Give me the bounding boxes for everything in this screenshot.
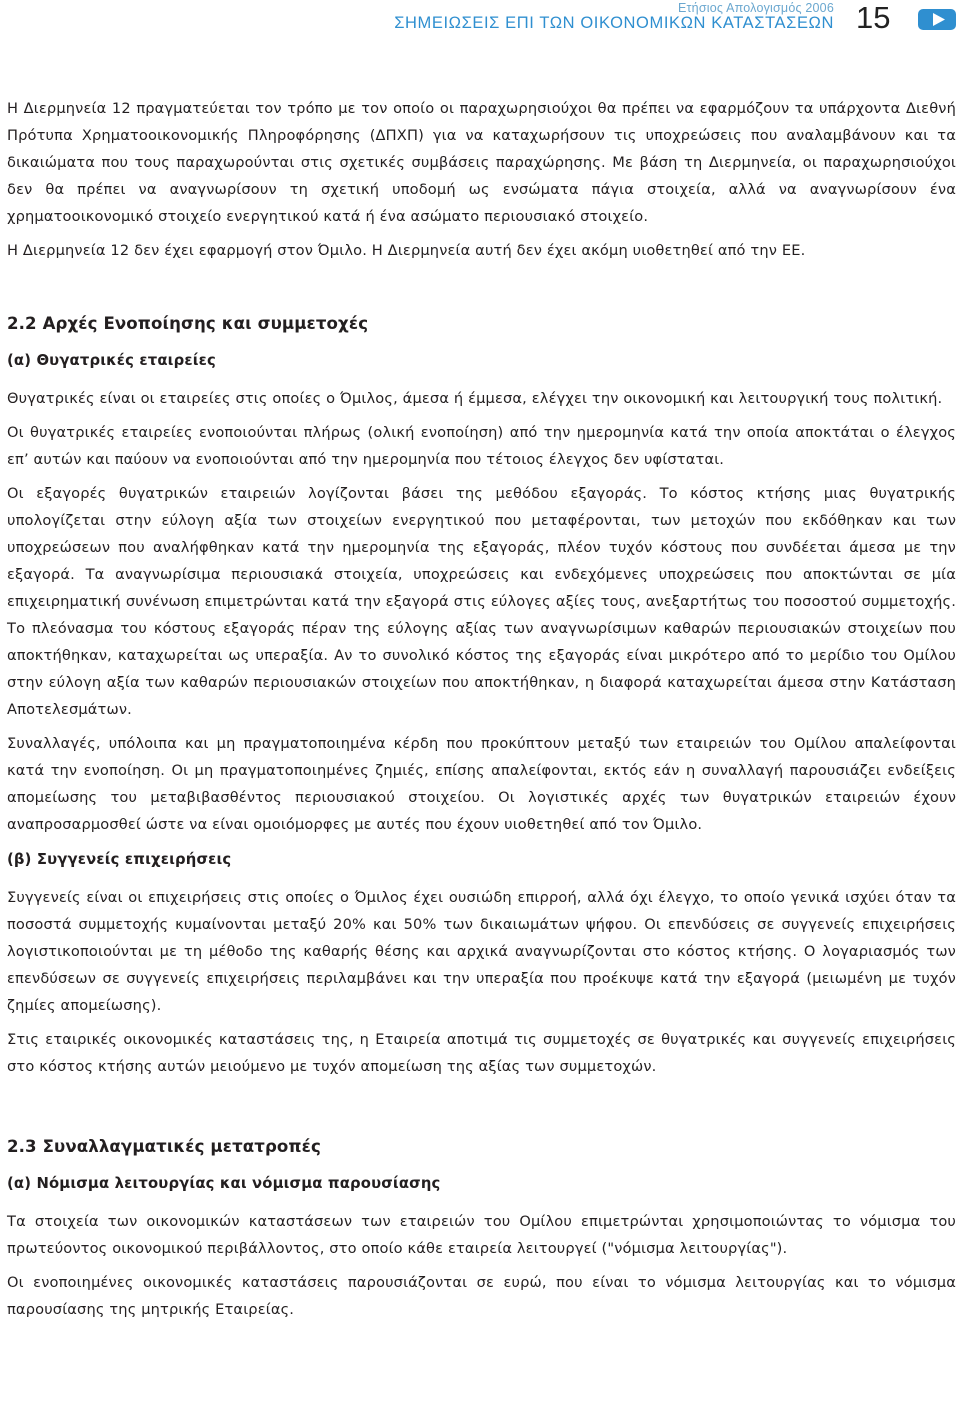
subsection-heading-associates: (β) Συγγενείς επιχειρήσεις [7, 851, 232, 868]
section-heading-2-2: 2.2 Αρχές Ενοποίησης και συμμετοχές [7, 314, 369, 333]
paragraph-functional-currency: Τα στοιχεία των οικονομικών καταστάσεων των εταιρειών του Ομίλου επιμετρώνται χρησιμοποιώντας το νόμισμα του πρωτεύοντος οικονομικού περιβάλλοντος, στο οποίο κάθε εταιρεία λειτουργεί ("νόμισμα λειτουργίας"). [7, 1213, 956, 1257]
paragraph-presentation-currency: Οι ενοποιημένες οικονομικές καταστάσεις παρουσιάζονται σε ευρώ, που είναι το νόμισμα λειτουργίας και το νόμισμα παρουσίασης της μητρικής Εταιρείας. [7, 1274, 956, 1318]
paragraph-subsidiaries-eliminations: Συναλλαγές, υπόλοιπα και μη πραγματοποιημένα κέρδη που προκύπτουν μεταξύ των εταιρειών του Ομίλου απαλείφονται κατά την ενοποίηση. Οι μη πραγματοποιημένες ζημιές, επίσης απαλείφονται, εκτός εάν η συναλλαγή παρουσιάζει ενδείξεις απομείωσης του μεταβιβασθέντος περιουσιακού στοιχείου. Οι λογιστικές αρχές των θυγατρικών εταιρειών έχουν αναπροσαρμοσθεί ώστε να είναι ομοιόμορφες με αυτές που έχουν υιοθετηθεί από τον Όμιλο. [7, 735, 956, 833]
next-page-arrow-icon [918, 9, 956, 30]
paragraph-interpretation-12: Η Διερμηνεία 12 πραγματεύεται τον τρόπο με τον οποίο οι παραχωρησιούχοι θα πρέπει να εφαρμόζουν τα υπάρχοντα Διεθνή Πρότυπα Χρηματοοικονομικής Πληροφόρησης (ΔΠΧΠ) για να καταχωρήσουν τις υποχρεώσεις που αναλαμβάνουν και τα δικαιώματα που τους παραχωρούνται στις σχετικές συμβάσεις παραχώρησης. Με βάση τη Διερμηνεία, οι παραχωρησιούχοι δεν θα πρέπει να αναγνωρίσουν τη σχετική υποδομή ως ενσώματα πάγια στοιχεία, αλλά να αναγνωρίσουν ένα χρηματοοικονομικό στοιχείο ενεργητικού κατά ή ένα ασώματο περιουσιακό στοιχείο. [7, 100, 956, 225]
paragraph-associates-definition: Συγγενείς είναι οι επιχειρήσεις στις οποίες ο Όμιλος έχει ουσιώδη επιρροή, αλλά όχι έλεγχο, το οποίο γενικά ισχύει όταν τα ποσοστά συμμετοχής κυμαίνονται μεταξύ 20% και 50% των δικαιωμάτων ψήφου. Οι επενδύσεις σε συγγενείς επιχειρήσεις λογιστικοποιούνται με τη μέθοδο της καθαρής θέσης και αρχικά αναγνωρίζονται στο κόστος κτήσης. Ο λογαριασμός των επενδύσεων σε συγγενείς επιχειρήσεις περιλαμβάνει και την υπεραξία που προέκυψε κατά την εξαγορά (μειωμένη με τυχόν ζημίες απομείωσης). [7, 889, 956, 1014]
report-label: Ετήσιος Απολογισμός 2006 [678, 1, 834, 15]
paragraph-subsidiaries-acquisitions: Οι εξαγορές θυγατρικών εταιρειών λογίζονται βάσει της μεθόδου εξαγοράς. Το κόστος κτήσης μιας θυγατρικής υπολογίζεται στην εύλογη αξία των στοιχείων ενεργητικού που μεταφέρονται, των μετοχών που εκδόθηκαν και των υποχρεώσεων που αναλήφθηκαν κατά την ημερομηνία της εξαγοράς, πλέον τυχόν κόστους που συνδέεται άμεσα με την εξαγορά. Τα αναγνωρίσιμα περιουσιακά στοιχεία, υποχρεώσεις και ενδεχόμενες υποχρεώσεις που αποκτώνται σε μία επιχειρηματική συνένωση επιμετρώνται κατά την εξαγορά στις εύλογες αξίες τους, ανεξαρτήτως του ποσοστού συμμετοχής. Το πλεόνασμα του κόστους εξαγοράς πέραν της εύλογης αξίας των αναγνωρίσιμων καθαρών περιουσιακών στοιχείων που αποκτήθηκαν, καταχωρείται ως υπεραξία. Αν το συνολικό κόστος της εξαγοράς είναι μικρότερο από το μερίδιο του Ομίλου στην εύλογη αξία των καθαρών περιουσιακών στοιχείων που αποκτήθηκαν, η διαφορά καταχωρείται άμεσα στην Κατάσταση Αποτελεσμάτων. [7, 485, 956, 718]
paragraph-subsidiaries-consolidation: Οι θυγατρικές εταιρείες ενοποιούνται πλήρως (ολική ενοποίηση) από την ημερομηνία κατά την οποία αποκτάται ο έλεγχος επ’ αυτών και παύουν να ενοποιούνται από την ημερομηνία που τέτοιος έλεγχος δεν υφίσταται. [7, 424, 956, 468]
section-title: ΣΗΜΕΙΩΣΕΙΣ ΕΠΙ ΤΩΝ ΟΙΚΟΝΟΜΙΚΩΝ ΚΑΤΑΣΤΑΣΕΩΝ [394, 14, 834, 32]
paragraph-subsidiaries-definition: Θυγατρικές είναι οι εταιρείες στις οποίες ο Όμιλος, άμεσα ή έμμεσα, ελέγχει την οικονομική και λειτουργική τους πολιτική. [7, 390, 943, 407]
next-page-button[interactable] [918, 9, 956, 30]
subsection-heading-functional-currency: (α) Νόμισμα λειτουργίας και νόμισμα παρουσίασης [7, 1175, 441, 1192]
paragraph-associates-company-statements: Στις εταιρικές οικονομικές καταστάσεις της, η Εταιρεία αποτιμά τις συμμετοχές σε θυγατρικές και συγγενείς επιχειρήσεις στο κόστος κτήσης αυτών μειούμενο με τυχόν απομείωση της αξίας των συμμετοχών. [7, 1031, 956, 1075]
document-body [7, 95, 956, 1323]
subsection-heading-subsidiaries: (α) Θυγατρικές εταιρείες [7, 352, 216, 369]
section-heading-2-3: 2.3 Συναλλαγματικές μετατροπές [7, 1137, 321, 1156]
page-number: 15 [856, 0, 891, 35]
paragraph-interpretation-12-applicability: Η Διερμηνεία 12 δεν έχει εφαρμογή στον Όμιλο. Η Διερμηνεία αυτή δεν έχει ακόμη υιοθετηθεί από την ΕΕ. [7, 242, 806, 259]
page-header [0, 0, 960, 60]
